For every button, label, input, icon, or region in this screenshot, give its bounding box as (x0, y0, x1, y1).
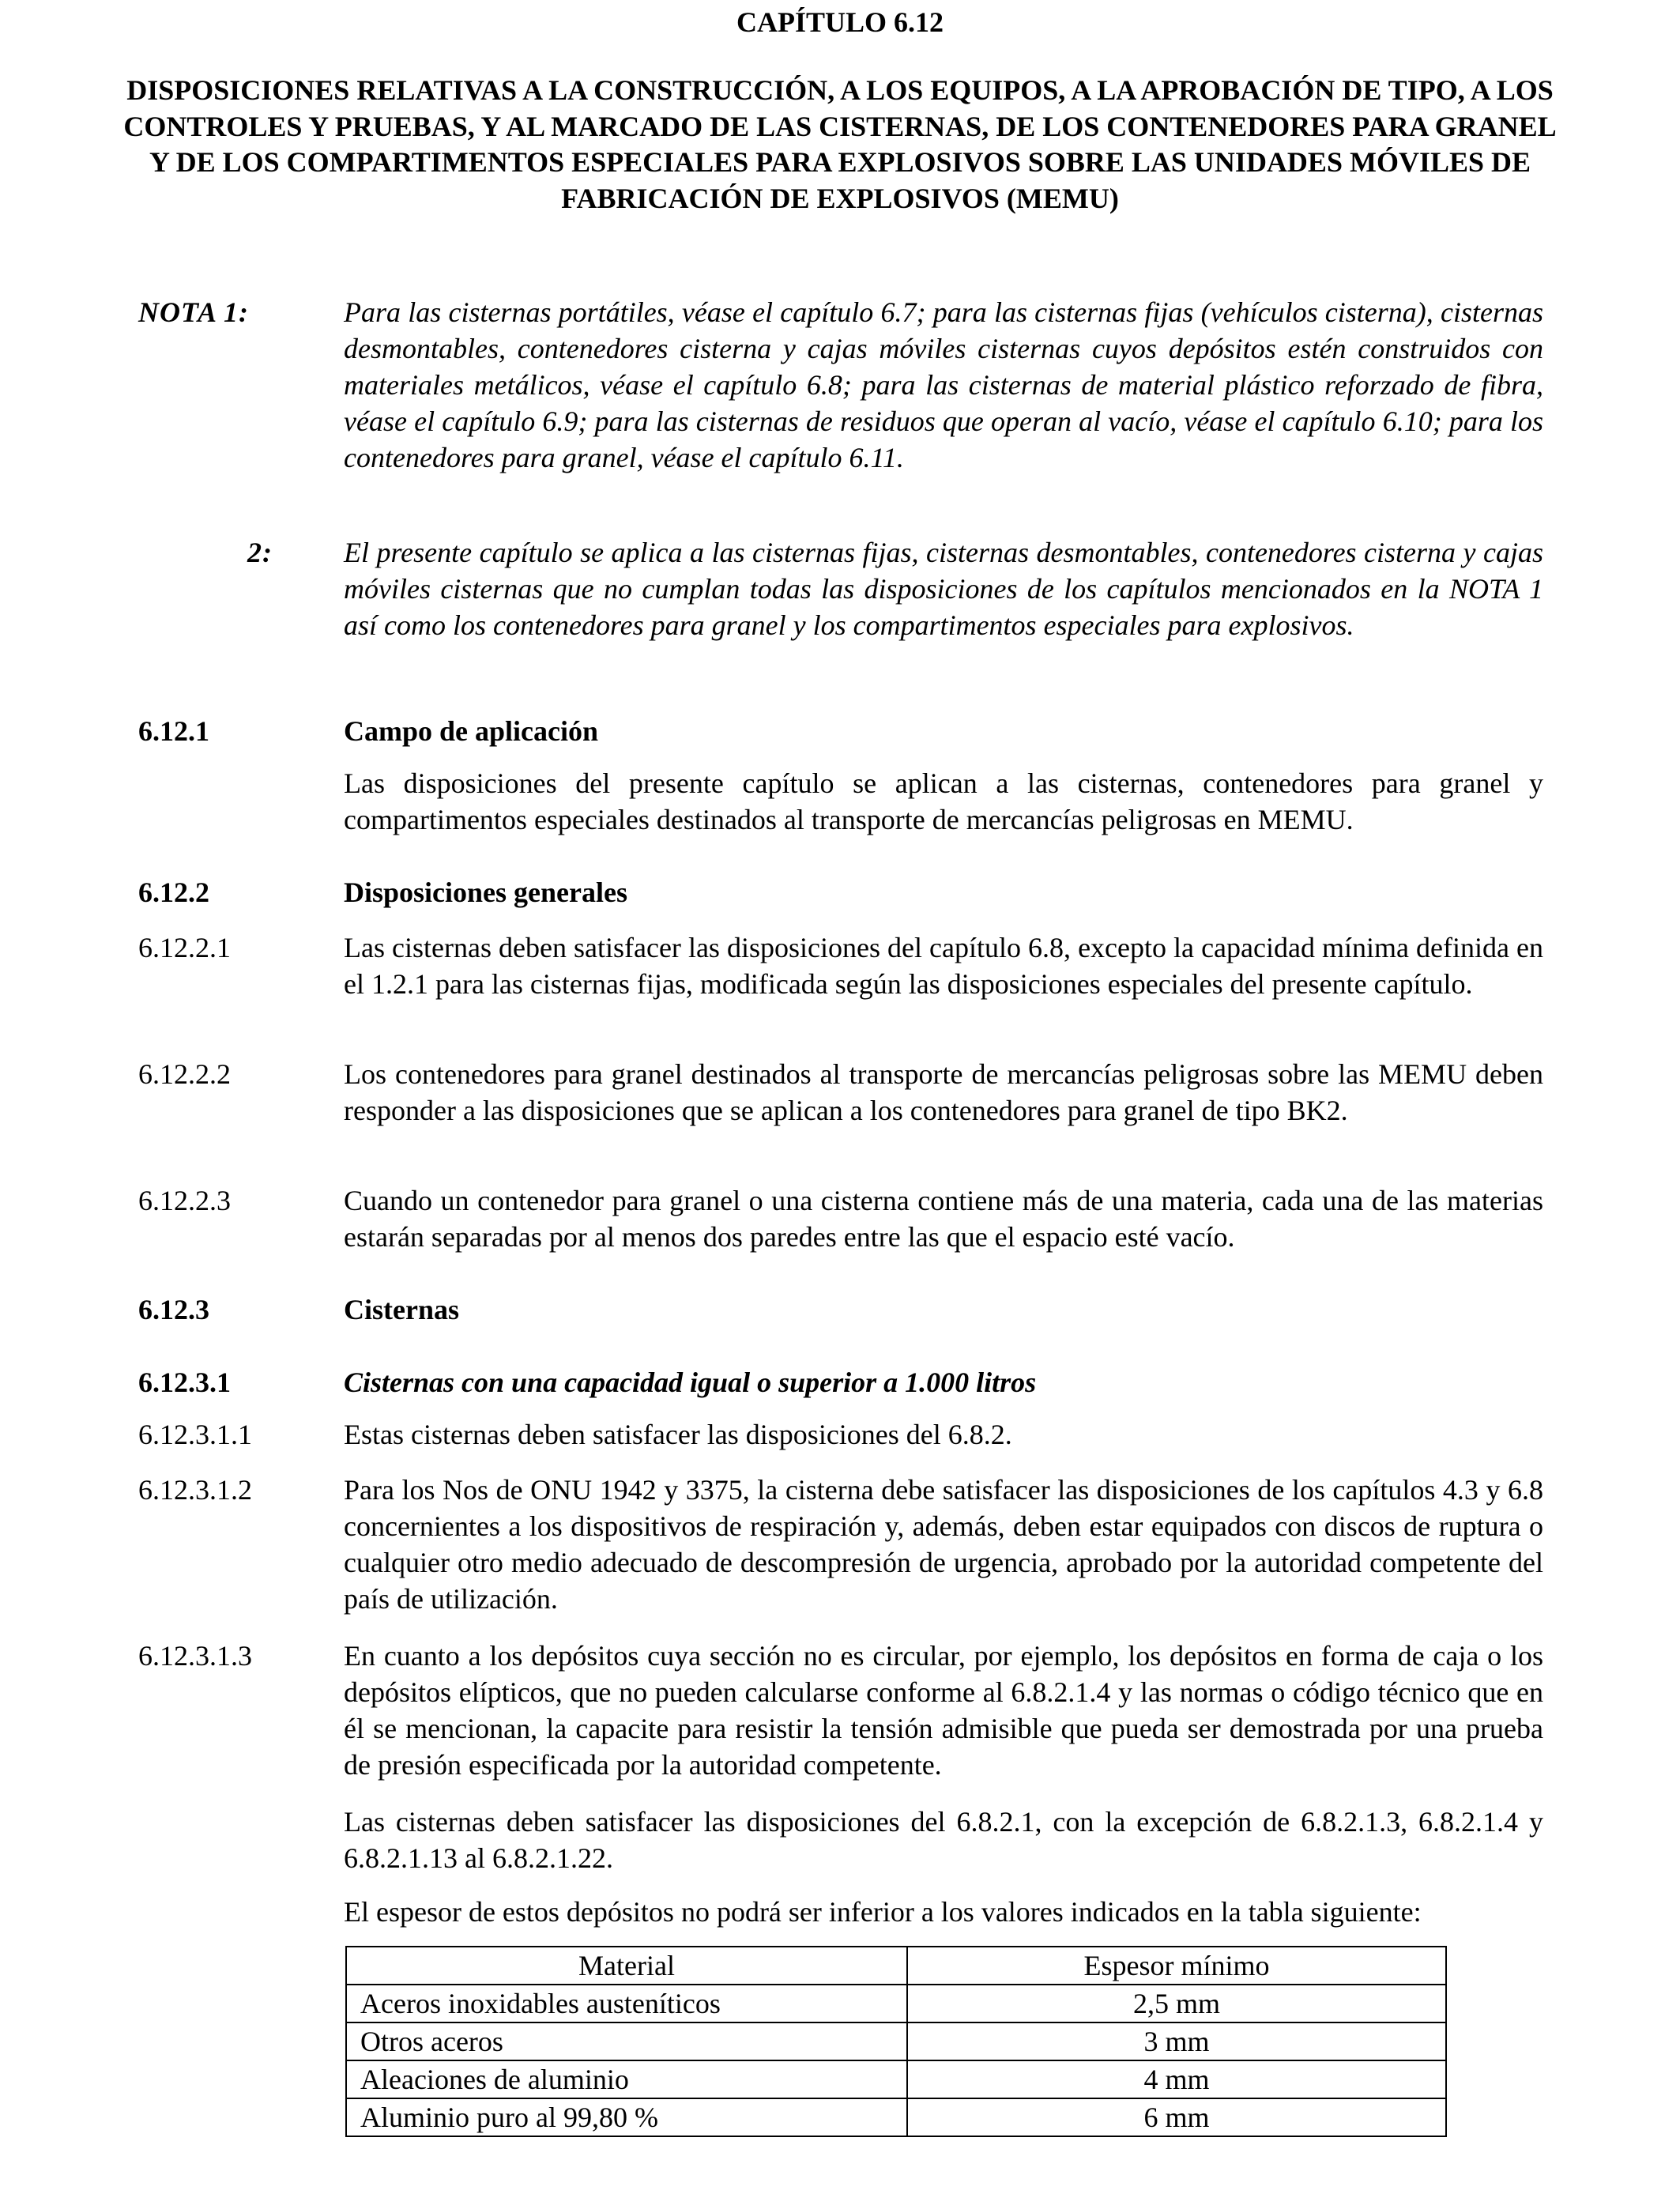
note-1-text: Para las cisternas portátiles, véase el capítulo 6.7; para las cisternas fijas (vehículos cisterna), cisternas desmontables, contenedores cisterna y cajas móviles cisternas cuyos depósitos estén construidos con materiales metálicos, véase el capítulo 6.8; para las cisternas de material plástico reforzado de fibra, véase el capítulo 6.9; para las cisternas de residuos que operan al vacío, véase el capítulo 6.10; para los contenedores para granel, véase el capítulo 6.11. (344, 296, 1543, 473)
table-row (346, 1985, 1446, 2022)
section-heading: Campo de aplicación (344, 715, 599, 747)
table-cell-material: Aleaciones de aluminio (346, 2060, 907, 2098)
section-heading: Cisternas (344, 1294, 459, 1325)
paragraph: Las cisternas deben satisfacer las disposiciones del 6.8.2.1, con la excepción de 6.8.2.1.3, 6.8.2.1.4 y 6.8.2.1.13 al 6.8.2.1.22. (344, 1806, 1543, 1874)
table-cell-material: Aceros inoxidables austeníticos (346, 1985, 907, 2022)
table-header-thickness: Espesor mínimo (907, 1947, 1446, 1985)
table-header-material: Material (346, 1947, 907, 1985)
paragraph: En cuanto a los depósitos cuya sección no es circular, por ejemplo, los depósitos en forma de caja o los depósitos elípticos, que no pueden calcularse conforme al 6.8.2.1.4 y las normas o código técnico que en él se mencionan, la capacite para resistir la tensión admisible que pueda ser demostrada por una prueba de presión especificada por la autoridad competente. (344, 1640, 1543, 1781)
paragraph: Las cisternas deben satisfacer las disposiciones del capítulo 6.8, excepto la capacidad mínima definida en el 1.2.1 para las cisternas fijas, modificada según las disposiciones especiales del presente capítulo. (344, 932, 1543, 1000)
section-number: 6.12.1 (138, 715, 209, 747)
chapter-label: CAPÍTULO 6.12 (736, 6, 944, 38)
paragraph-number: 6.12.3.1.1 (138, 1419, 252, 1450)
paragraph: Cuando un contenedor para granel o una cisterna contiene más de una materia, cada una de las materias estarán separadas por al menos dos paredes entre las que el espacio esté vacío. (344, 1185, 1543, 1253)
note-2-text: El presente capítulo se aplica a las cisternas fijas, cisternas desmontables, contenedores cisterna y cajas móviles cisternas que no cumplan todas las disposiciones de los capítulos mencionados en la NOTA 1 así como los contenedores para granel y los compartimentos especiales para explosivos. (344, 537, 1543, 641)
table-cell-thickness: 4 mm (907, 2060, 1446, 2098)
paragraph-number: 6.12.3.1.3 (138, 1640, 252, 1672)
section-heading: Disposiciones generales (344, 876, 627, 908)
table-cell-material: Aluminio puro al 99,80 % (346, 2098, 907, 2136)
subsection-heading: Cisternas con una capacidad igual o superior a 1.000 litros (344, 1367, 1037, 1398)
chapter-title: DISPOSICIONES RELATIVAS A LA CONSTRUCCIÓN, A LOS EQUIPOS, A LA APROBACIÓN DE TIPO, A LOS CONTROLES Y PRUEBAS, Y AL MARCADO DE LAS CISTERNAS, DE LOS CONTENEDORES PARA GRANEL Y DE LOS COMPARTIMENTOS ESPECIALES PARA EXPLOSIVOS SOBRE LAS UNIDADES MÓVILES DE FABRICACIÓN DE EXPLOSIVOS (MEMU) (123, 74, 1557, 214)
table-cell-thickness: 6 mm (907, 2098, 1446, 2136)
table-row (346, 2098, 1446, 2136)
table-header-row (346, 1947, 1446, 1985)
table-row (346, 2022, 1446, 2060)
paragraph: Los contenedores para granel destinados al transporte de mercancías peligrosas sobre las MEMU deben responder a las disposiciones que se aplican a los contenedores para granel de tipo BK2. (344, 1058, 1543, 1126)
section-number: 6.12.3 (138, 1294, 209, 1325)
paragraph-number: 6.12.2.3 (138, 1185, 231, 1216)
paragraph: Estas cisternas deben satisfacer las disposiciones del 6.8.2. (344, 1419, 1012, 1450)
section-number: 6.12.2 (138, 876, 209, 908)
paragraph-number: 6.12.3.1.2 (138, 1474, 252, 1506)
thickness-table (345, 1946, 1447, 2137)
paragraph: Para los Nos de ONU 1942 y 3375, la cisterna debe satisfacer las disposiciones de los capítulos 4.3 y 6.8 concernientes a los dispositivos de respiración y, además, deben estar equipados con discos de ruptura o cualquier otro medio adecuado de descompresión de urgencia, aprobado por la autoridad competente del país de utilización. (344, 1474, 1543, 1615)
table-cell-thickness: 2,5 mm (907, 1985, 1446, 2022)
table-row (346, 2060, 1446, 2098)
paragraph: Las disposiciones del presente capítulo se aplican a las cisternas, contenedores para granel y compartimentos especiales destinados al transporte de mercancías peligrosas en MEMU. (344, 767, 1543, 835)
table-cell-thickness: 3 mm (907, 2022, 1446, 2060)
subsection-number: 6.12.3.1 (138, 1367, 231, 1398)
table-cell-material: Otros aceros (346, 2022, 907, 2060)
paragraph-number: 6.12.2.2 (138, 1058, 231, 1090)
paragraph: El espesor de estos depósitos no podrá ser inferior a los valores indicados en la tabla siguiente: (344, 1896, 1422, 1928)
note-2-label: 2: (247, 537, 273, 568)
paragraph-number: 6.12.2.1 (138, 932, 231, 963)
note-1-label: NOTA 1: (138, 296, 250, 328)
